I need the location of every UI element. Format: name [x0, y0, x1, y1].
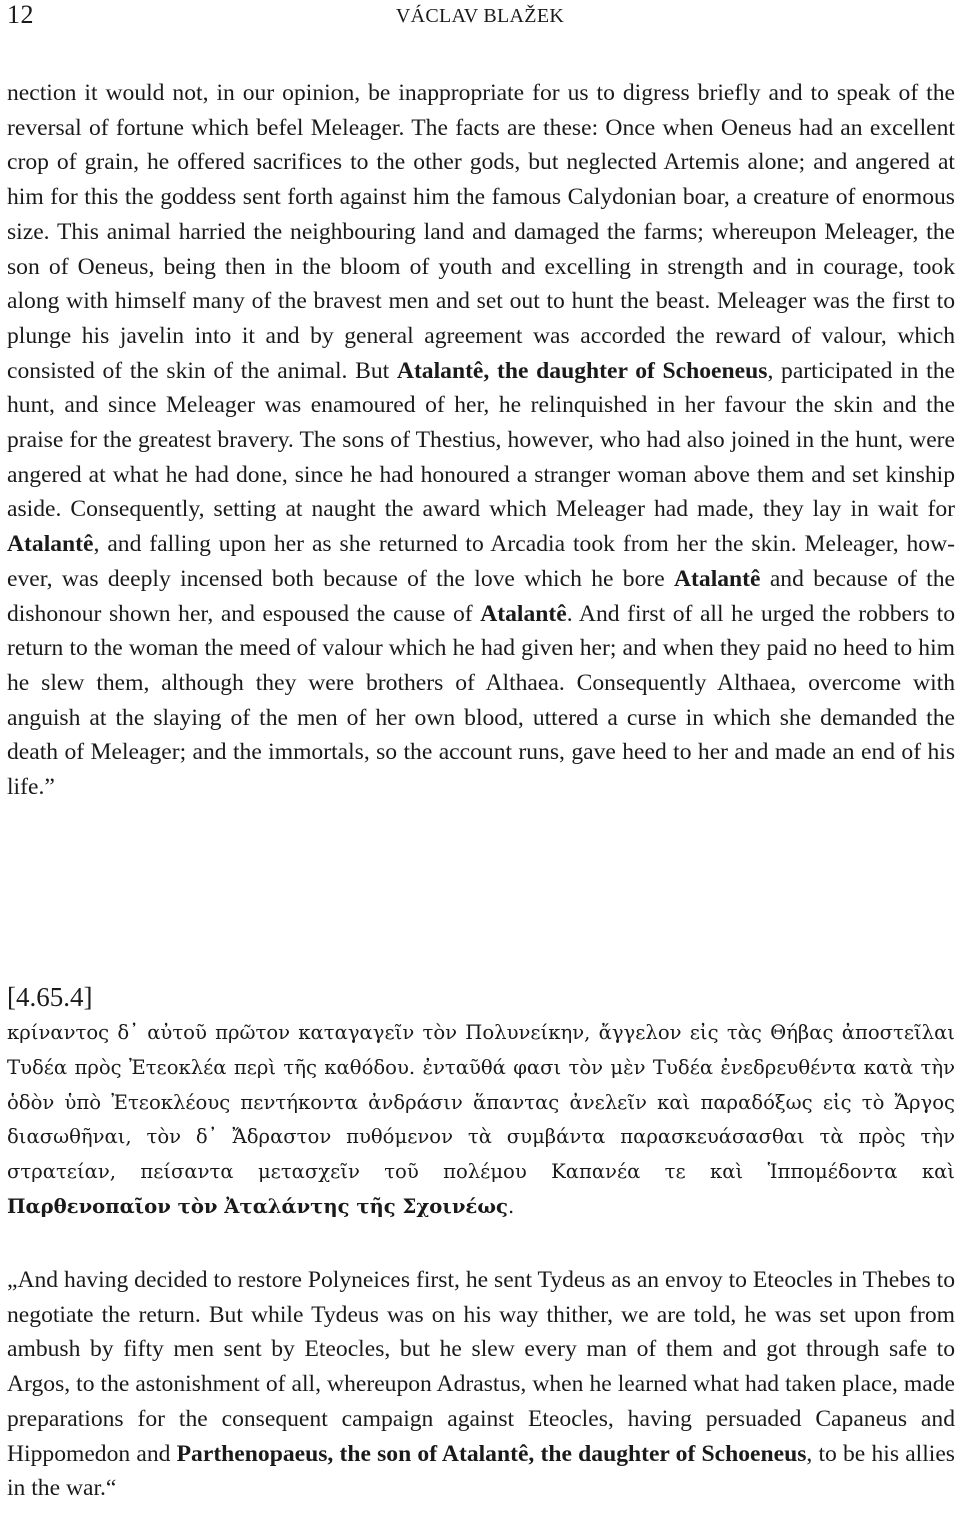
bold-name: Parthenopaeus, the son of Atalantê, the daughter of Schoeneus — [176, 1440, 807, 1467]
greek-quotation — [7, 1016, 955, 1225]
bold-name: Atalantê — [480, 600, 567, 627]
paragraph-meleager — [7, 76, 955, 805]
text-run: , participated in the hunt, and since Meleager was enamoured of her, he relinquished in her favour the skin and the praise for the greatest bravery. The sons of Thestius, however, who had also joined in the hunt, were angered at what he had done, since he had honoured a stranger woman above them and set kinship aside. Consequently, setting at naught the award which Meleager had made, they lay in wait for — [7, 357, 955, 523]
text-run: and because of the dishonour shown her, and espoused the cause of — [7, 565, 955, 627]
greek-bold-name: Παρθενοπαῖον τὸν Ἀταλάντης τῆς Σχοινέως — [7, 1194, 508, 1218]
english-translation-paragraph-2 — [7, 1263, 955, 1506]
section-reference: [4.65.4] — [7, 982, 93, 1012]
greek-paragraph — [7, 1016, 955, 1225]
greek-text-run: κρίναντος δ᾽ αὐτοῦ πρῶτον καταγαγεῖν τὸν Πολυνείκην, ἄγγελον εἰς τὰς Θήβας ἀποστεῖλαι Τυδέα πρὸς Ἐτεοκλέα περὶ τῆς καθόδου. ἐνταῦθά φασι τὸν μὲν Τυδέα ἐνεδρευθέντα κατὰ τὴν ὁδὸν ὑπὸ Ἐτεοκλέους πεντήκοντα ἀνδράσιν ἅπαντας ἀνελεῖν καὶ παραδόξως εἰς τὸ Ἄργος διασωθῆναι, τὸν δ᾽ Ἄδραστον πυθόμενον τὰ συμβάντα παρασκευάσασθαι τὰ πρὸς τὴν στρατείαν, πείσαντα μετασχεῖν τοῦ πολέμου Καπανέα τε καὶ Ἱππομέδοντα καὶ — [7, 1021, 955, 1184]
running-title: VÁCLAV BLAŽEK — [395, 5, 565, 27]
text-run: . And first of all he urged the robbers to return to the woman the meed of valour which he had given her; and when they paid no heed to him he slew them, although they were brothers of Althaea. Consequently Althaea, overcome with anguish at the slaying of the men of her own blood, uttered a curse in which she demanded the death of Meleager; and the immortals, so the account runs, gave heed to her and made an end of his life.” — [7, 600, 955, 801]
bold-name: Atalantê, the daughter of Schoeneus — [396, 357, 768, 384]
paragraph-polyneices — [7, 1263, 955, 1506]
text-run: nection it would not, in our opinion, be inappropriate for us to digress briefly and to speak of the reversal of fortune which befel Meleager. The facts are these: Once when Oeneus had an excellent crop of grain, he offered sacrifices to the other gods, but neglected Artemis alone; and angered at him for this the goddess sent forth against him the famous Calydonian boar, a creature of enormous size. This animal harried the neighbouring land and damaged the farms; whereupon Meleager, the son of Oeneus, being then in the bloom of youth and excelling in strength and in courage, took along with himself many of the bravest men and set out to hunt the beast. Meleager was the first to plunge his javelin into it and by general agreement was accorded the reward of valour, which consisted of the skin of the animal. But — [7, 80, 955, 384]
bold-name: Atalantê — [674, 565, 761, 592]
page-number: 12 — [7, 0, 34, 29]
bold-name: Atalantê — [7, 531, 94, 558]
text-run: „And having decided to restore Polyneices first, he sent Tydeus as an envoy to Eteocles in Thebes to negotiate the return. But while Tydeus was on his way thither, we are told, he was set upon from ambush by fifty men sent by Eteocles, but he slew every man of them and got through safe to Argos, to the astonishment of all, whereupon Adrastus, when he learned what had taken place, made preparations for the consequent campaign against Eteocles, having persuaded Capaneus and Hippomedon and — [7, 1267, 955, 1467]
english-translation-paragraph — [7, 76, 955, 805]
greek-text-run: . — [507, 1194, 515, 1218]
text-run: , to be his allies in the war.“ — [7, 1440, 955, 1502]
text-run: , and falling upon her as she returned to Arcadia took from her the skin. Meleager, however, was deeply incensed both because of the love which he bore — [7, 531, 955, 592]
running-head — [0, 0, 960, 34]
